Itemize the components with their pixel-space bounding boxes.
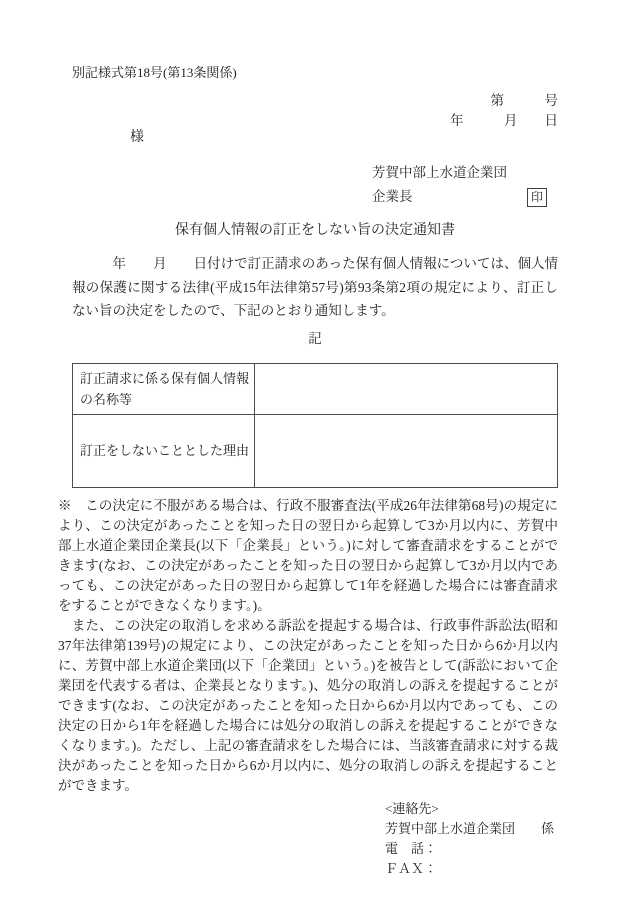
seal-mark: 印	[527, 188, 547, 207]
table-value-reason	[255, 414, 558, 487]
sender-block	[372, 161, 558, 209]
table-row-name	[73, 363, 558, 414]
sender-title-line	[372, 185, 558, 209]
form-number: 別記様式第18号(第13条関係)	[72, 65, 237, 80]
contact-block	[385, 799, 558, 879]
table-label-reason: 訂正をしないこととした理由	[73, 414, 255, 487]
contact-phone-label: 電 話：	[385, 840, 438, 856]
body-paragraph: 年 月 日付けで訂正請求のあった保有個人情報については、個人情報の保護に関する法律(平成15年法律第57号)第93条第2項の規定により、訂正しない旨の決定をしたので、下記のとおり通知します。	[72, 256, 558, 318]
contact-org-line: 芳賀中部上水道企業団 係	[385, 820, 555, 836]
table-row-reason	[73, 414, 558, 487]
info-table	[72, 363, 558, 488]
record-marker: 記	[308, 330, 322, 346]
contact-header: <連絡先>	[385, 800, 439, 816]
table-value-name	[255, 363, 558, 414]
notes-section	[58, 496, 558, 796]
note-paragraph-2: また、この決定の取消しを求める訴訟を提起する場合は、行政事件訴訟法(昭和37年法律第139号)の規定により、この決定があったことを知った日から6か月以内に、芳賀中部上水道企業団(以下「企業団」という。)を被告として(訴訟において企業団を代表する者は、企業長となります。)、処分の取消しの訴えを提起することができます(なお、この決定があったことを知った日から6か月以内であっても、この決定の日から1年を経過した場合には処分の取消しの訴えを提起することができなくなります。)。ただし、上記の審査請求をした場合には、当該審査請求に対する裁決があったことを知った日から6か月以内に、処分の取消しの訴えを提起することができます。	[58, 617, 558, 793]
document-number-line: 第 号	[490, 93, 558, 108]
contact-fax-label: ＦＡＸ：	[385, 860, 438, 876]
note-paragraph-1: ※ この決定に不服がある場合は、行政不服審査法(平成26年法律第68号)の規定により、この決定があったことを知った日の翌日から起算して3か月以内に、芳賀中部上水道企業団企業長(以下「企業長」という。)に対して審査請求をすることができます(なお、この決定があったことを知った日の翌日から起算して3か月以内であっても、この決定があった日の翌日から起算して1年を経過した場合には審査請求をすることができなくなります。)。	[58, 497, 558, 613]
table-label-name: 訂正請求に係る保有個人情報の名称等	[73, 363, 255, 414]
date-line: 年 月 日	[450, 113, 558, 128]
sender-org: 芳賀中部上水道企業団	[372, 165, 507, 180]
addressee-suffix: 様	[130, 130, 144, 145]
document-title: 保有個人情報の訂正をしない旨の決定通知書	[175, 223, 455, 238]
sender-title: 企業長	[372, 189, 413, 204]
